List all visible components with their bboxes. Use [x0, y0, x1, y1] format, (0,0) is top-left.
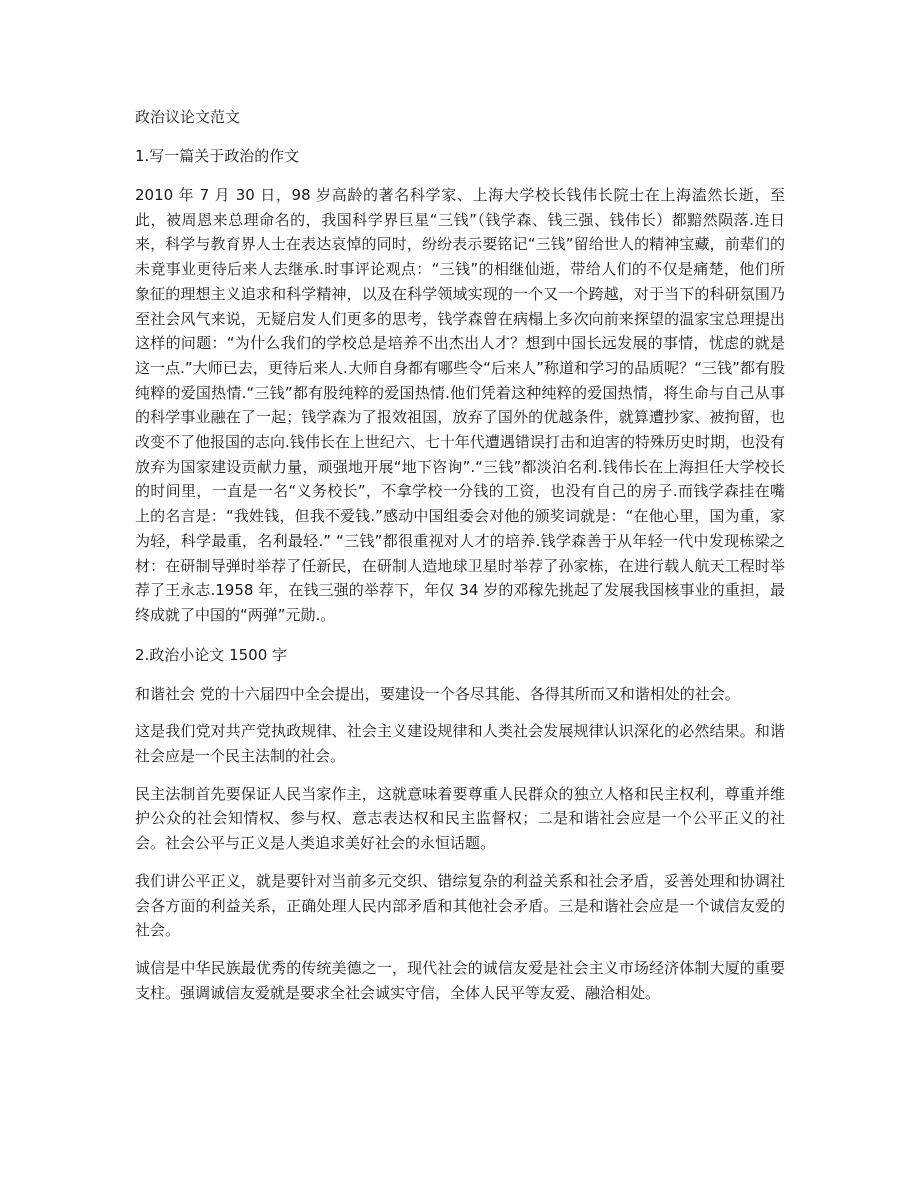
section-2-paragraph-3: 民主法制首先要保证人民当家作主，这就意味着要尊重人民群众的独立人格和民主权利，尊重并维护公众的社会知情权、参与权、意志表达权和民主监督权；二是和谐社会应是一个公平正义的社会。社会公平与正义是人类追求美好社会的永恒话题。 [135, 784, 785, 853]
section-2-heading: 2.政治小论文 1500 字 [135, 645, 288, 664]
section-2-paragraph-1: 和谐社会 党的十六届四中全会提出，要建设一个各尽其能、各得其所而又和谐相处的社会。 [135, 684, 740, 703]
section-2-paragraph-4: 我们讲公平正义，就是要针对当前多元交织、错综复杂的利益关系和社会矛盾，妥善处理和协调社会各方面的利益关系，正确处理人民内部矛盾和其他社会矛盾。三是和谐社会应是一个诚信友爱的社会。 [135, 871, 785, 940]
section-1-paragraph-1: 2010 年 7 月 30 日，98 岁高龄的著名科学家、上海大学校长钱伟长院士在上海溘然长逝，至此，被周恩来总理命名的，我国科学界巨星“三钱”（钱学森、钱三强、钱伟长）都黯然陨落.连日来，科学与教育界人士在表达哀悼的同时，纷纷表示要铭记“三钱”留给世人的精神宝藏，前辈们的未竟事业更待后来人去继承.时事评论观点：“三钱”的相继仙逝，带给人们的不仅是痛楚，他们所象征的理想主义追求和科学精神，以及在科学领域实现的一个又一个跨越，对于当下的科研氛围乃至社会风气来说，无疑启发人们更多的思考，钱学森曾在病榻上多次向前来探望的温家宝总理提出这样的问题：“为什么我们的学校总是培养不出杰出人才？想到中国长远发展的事情，忧虑的就是这一点.”大师已去，更待后来人.大师自身都有哪些令“后来人”称道和学习的品质呢？“三钱”都有股纯粹的爱国热情.“三钱”都有股纯粹的爱国热情.他们凭着这种纯粹的爱国热情，将生命与自己从事的科学事业融在了一起；钱学森为了报效祖国，放弃了国外的优越条件，就算遭抄家、被拘留，也改变不了他报国的志向.钱伟长在上世纪六、七十年代遭遇错误打击和迫害的特殊历史时期，也没有放弃为国家建设贡献力量，顽强地开展“地下咨询”.“三钱”都淡泊名利.钱伟长在上海担任大学校长的时间里，一直是一名“义务校长”，不拿学校一分钱的工资，也没有自己的房子.而钱学森挂在嘴上的名言是：“我姓钱，但我不爱钱.”感动中国组委会对他的颁奖词就是：“在他心里，国为重，家为轻，科学最重，名利最轻.” “三钱”都很重视对人才的培养.钱学森善于从年轻一代中发现栋梁之材：在研制导弹时举荐了任新民，在研制人造地球卫星时举荐了孙家栋，在进行载人航天工程时举荐了王永志.1958 年，在钱三强的举荐下，年仅 34 岁的邓稼先挑起了发展我国核事业的重担，最终成就了中国的“两弹”元勋.。 [135, 186, 785, 624]
section-2-paragraph-2: 这是我们党对共产党执政规律、社会主义建设规律和人类社会发展规律认识深化的必然结果。和谐社会应是一个民主法制的社会。 [135, 722, 785, 766]
section-1-heading: 1.写一篇关于政治的作文 [135, 147, 300, 165]
document-title: 政治议论文范文 [135, 108, 241, 126]
section-2-paragraph-5: 诚信是中华民族最优秀的传统美德之一，现代社会的诚信友爱是社会主义市场经济体制大厦的重要支柱。强调诚信友爱就是要求全社会诚实守信，全体人民平等友爱、融洽相处。 [135, 958, 785, 1002]
document-page [135, 104, 785, 1005]
